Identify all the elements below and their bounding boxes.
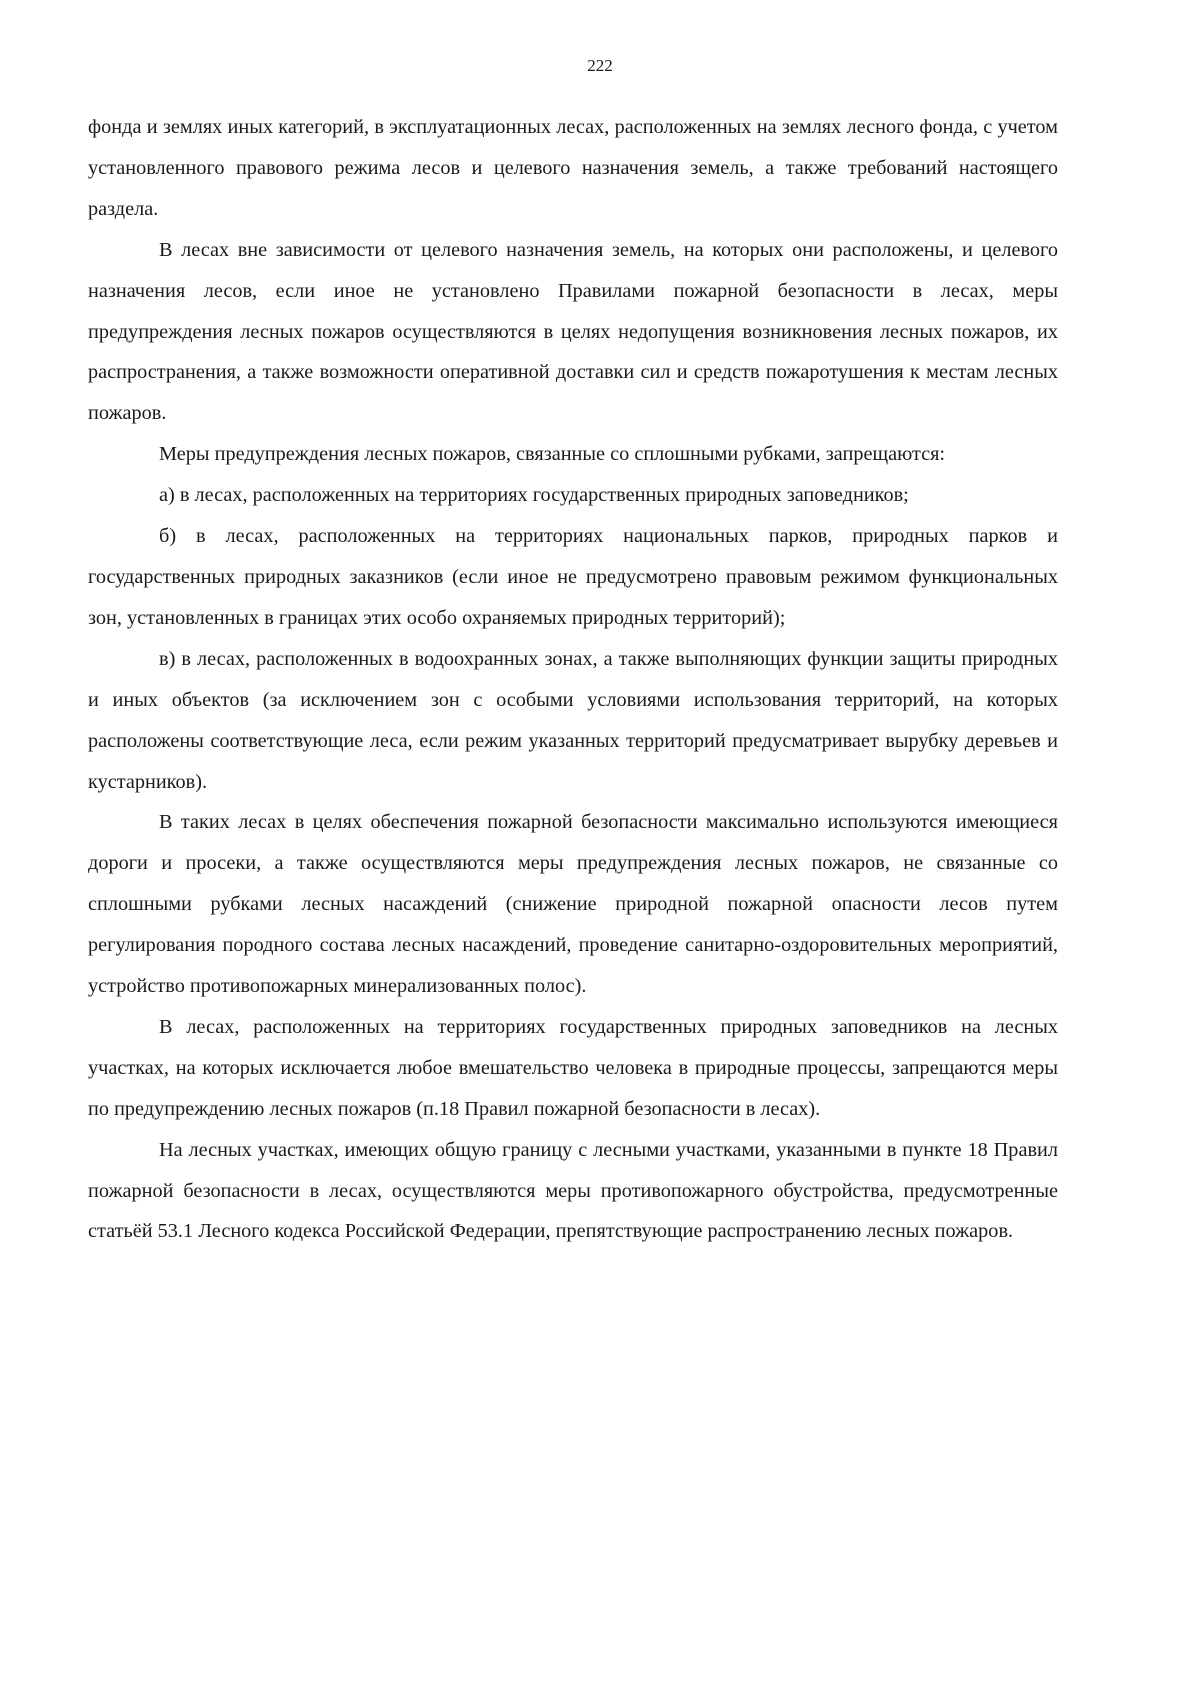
list-item-a-reserves: а) в лесах, расположенных на территориях государственных природных заповедников; <box>159 484 909 507</box>
list-item-c-water-protection-zones: в) в лесах, расположенных в водоохранных зонах, а также выполняющих функции защиты природных и иных объектов (за исключением зон с особыми условиями использования территорий, на которых расположены соответствующие леса, если режим указанных территорий предусматривает вырубку деревьев и кустарников). <box>88 647 1058 793</box>
paragraph-fire-prevention-goals: В лесах вне зависимости от целевого назначения земель, на которых они расположены, и целевого назначения лесов, если иное не установлено Правилами пожарной безопасности в лесах, меры предупреждения лесных пожаров осуществляются в целях недопущения возникновения лесных пожаров, их распространения, а также возможности оперативной доставки сил и средств пожаротушения к местам лесных пожаров. <box>88 238 1058 425</box>
list-item-b-national-parks: б) в лесах, расположенных на территориях национальных парков, природных парков и государственных природных заказников (если иное не предусмотрено правовым режимом функциональных зон, установленных в границах этих особо охраняемых природных территорий); <box>88 525 1058 629</box>
paragraph-clearcut-prohibition: Меры предупреждения лесных пожаров, связанные со сплошными рубками, запрещаются: <box>159 443 946 466</box>
page-number: 222 <box>587 56 613 75</box>
paragraph-such-forests-measures: В таких лесах в целях обеспечения пожарной безопасности максимально используются имеющиеся дороги и просеки, а также осуществляются меры предупреждения лесных пожаров, не связанные со сплошными рубками лесных насаждений (снижение природной пожарной опасности лесов путем регулирования породного состава лесных насаждений, проведение санитарно-оздоровительных мероприятий, устройство противопожарных минерализованных полос). <box>88 811 1058 998</box>
body-text <box>88 107 1058 1252</box>
paragraph-adjacent-plots: На лесных участках, имеющих общую границу с лесными участками, указанными в пункте 18 Правил пожарной безопасности в лесах, осуществляются меры противопожарного обустройства, предусмотренные статьёй 53.1 Лесного кодекса Российской Федерации, препятствующие распространению лесных пожаров. <box>88 1138 1058 1243</box>
paragraph-continuation: фонда и землях иных категорий, в эксплуатационных лесах, расположенных на землях лесного фонда, с учетом установленного правового режима лесов и целевого назначения земель, а также требований настоящего раздела. <box>88 116 1058 220</box>
paragraph-reserve-restrictions: В лесах, расположенных на территориях государственных природных заповедников на лесных участках, на которых исключается любое вмешательство человека в природные процессы, запрещаются меры по предупреждению лесных пожаров (п.18 Правил пожарной безопасности в лесах). <box>88 1015 1058 1120</box>
